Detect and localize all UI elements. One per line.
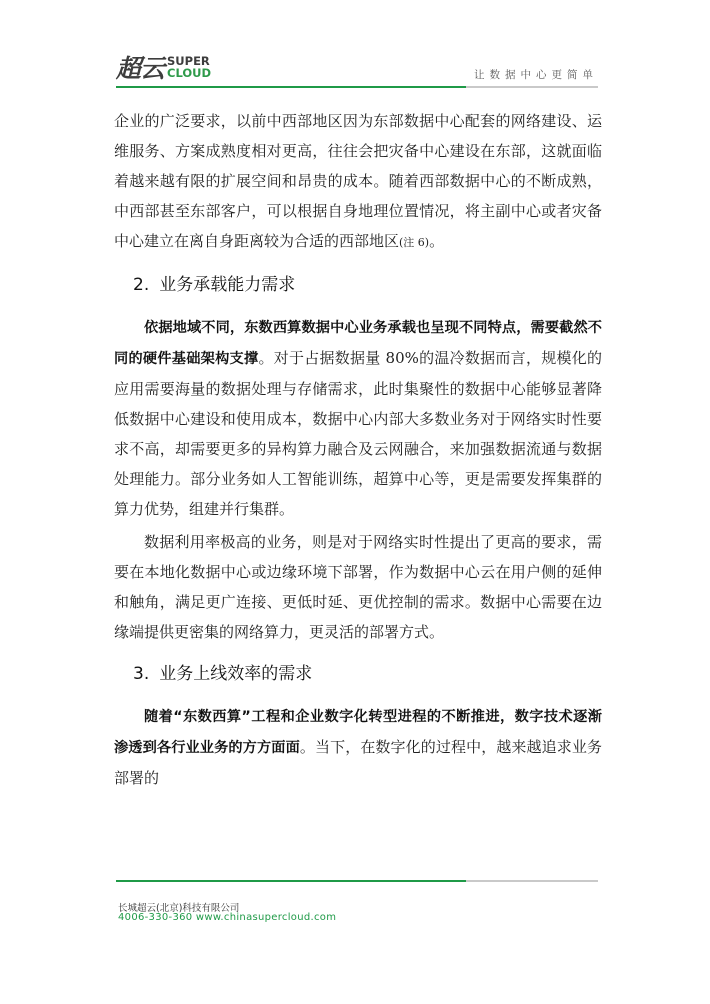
- paragraph-1: 企业的广泛要求，以前中西部地区因为东部数据中心配套的网络建设、运维服务、方案成熟度相对更高，往往会把灾备中心建设在东部，这就面临着越来越有限的扩展空间和昂贵的成本。随着西部数据中心的不断成熟，中西部甚至东部客户，可以根据自身地理位置情况，将主副中心或者灾备中心建立在离自身距离较为合适的西部地区(注 6)。: [114, 112, 602, 250]
- footer-contact: 4006-330-360 www.chinasupercloud.com: [118, 912, 337, 923]
- section-heading-3: 3. 业务上线效率的需求: [133, 664, 313, 684]
- paragraph-2: 依据地域不同，东数西算数据中心业务承载也呈现不同特点，需要截然不同的硬件基础架构支撑。对于占据数据量 80%的温冷数据而言，规模化的应用需要海量的数据处理与存储需求，此时集聚性的数据中心能够显著降低数据中心建设和使用成本，数据中心内部大多数业务对于网络实时性要求不高，却需要更多的异构算力融合及云网融合，来加强数据流通与数据处理能力。部分业务如人工智能训练，超算中心等，更是需要发挥集群的算力优势，组建并行集群。: [114, 320, 602, 518]
- footer-company-name: 长城超云(北京)科技有限公司: [118, 903, 240, 914]
- header-rule-green: [116, 86, 466, 88]
- page-footer: [0, 870, 710, 1004]
- document-body: [114, 106, 602, 793]
- logo-english-text: [167, 55, 211, 79]
- paragraph-2-bold: 依据地域不同，东数西算数据中心业务承载也呈现不同特点，需要截然不同的硬件基础架构支撑: [114, 320, 602, 367]
- logo-chinese-text: 超云: [116, 54, 165, 83]
- footnote-ref: (注 6): [399, 236, 430, 249]
- logo-cloud: CLOUD: [167, 66, 212, 80]
- logo-super: SUPER: [167, 54, 210, 68]
- company-logo: [116, 50, 211, 84]
- footer-rule-grey: [466, 880, 598, 882]
- paragraph-4-bold: 随着“东数西算”工程和企业数字化转型进程的不断推进，数字技术逐渐渗透到各行业业务的方方面面: [114, 709, 602, 756]
- header-slogan: 让数据中心更简单: [474, 69, 598, 81]
- paragraph-3: 数据利用率极高的业务，则是对于网络实时性提出了更高的要求，需要在本地化数据中心或边缘环境下部署，作为数据中心云在用户侧的延伸和触角，满足更广连接、更低时延、更优控制的需求。数据中心需要在边缘端提供更密集的网络算力，更灵活的部署方式。: [114, 533, 602, 641]
- header-rule-grey: [466, 86, 598, 88]
- page-header: [0, 0, 710, 90]
- footer-rule-green: [116, 880, 466, 882]
- paragraph-4: 随着“东数西算”工程和企业数字化转型进程的不断推进，数字技术逐渐渗透到各行业业务的方方面面。当下，在数字化的过程中，越来越追求业务部署的: [114, 709, 602, 787]
- section-heading-2: 2. 业务承载能力需求: [133, 275, 296, 295]
